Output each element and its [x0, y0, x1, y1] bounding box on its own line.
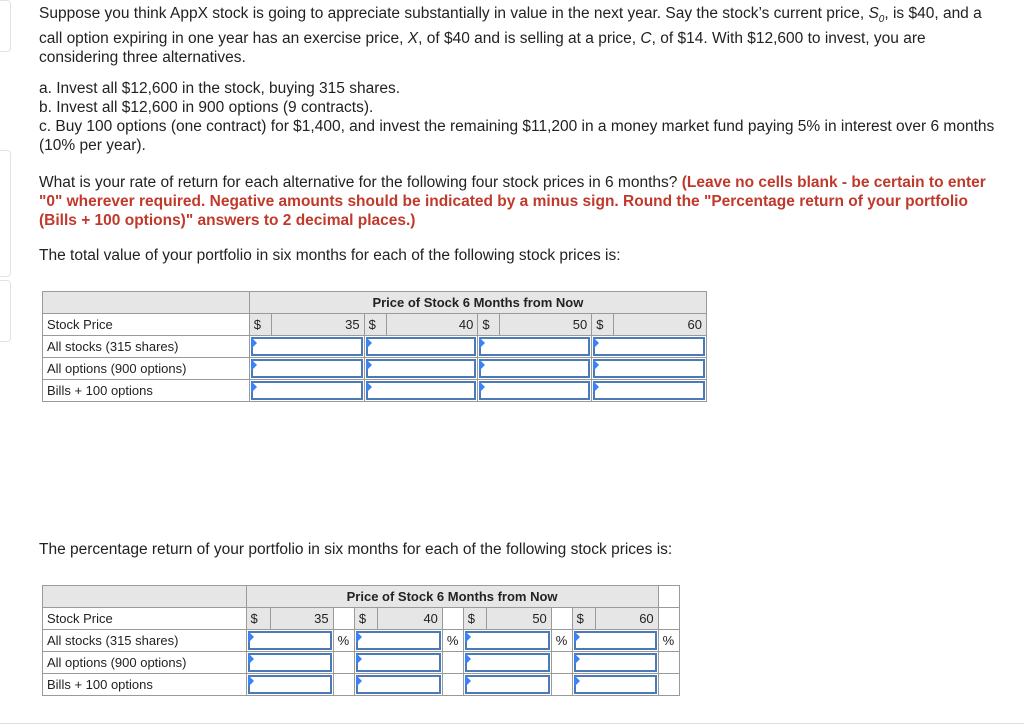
price-40: 40	[378, 608, 443, 630]
currency-symbol: $	[592, 314, 614, 336]
table1-caption: The total value of your portfolio in six months for each of the following stock prices is:	[39, 247, 621, 264]
return-input-all-stocks-50[interactable]	[465, 631, 550, 650]
input-cell	[478, 380, 592, 402]
return-input-all-stocks-60[interactable]	[574, 631, 657, 650]
row-label-all-stocks: All stocks (315 shares)	[43, 630, 247, 652]
pct-blank	[442, 608, 463, 630]
price-50: 50	[500, 314, 592, 336]
currency-symbol: $	[572, 608, 595, 630]
input-cell	[592, 358, 707, 380]
portfolio-value-table	[42, 291, 707, 402]
table-header: Price of Stock 6 Months from Now	[249, 292, 706, 314]
return-input-all-stocks-35[interactable]	[248, 631, 332, 650]
percent-sign: %	[551, 630, 572, 652]
input-cell	[246, 652, 333, 674]
return-input-all-options-50[interactable]	[465, 653, 550, 672]
return-input-all-options-40[interactable]	[356, 653, 441, 672]
pct-blank	[442, 674, 463, 696]
alternative-c: c. Buy 100 options (one contract) for $1,400, and invest the remaining $11,200 in a money market fund paying 5% in interest over 6 months (10% per year).	[39, 118, 995, 154]
value-input-all-stocks-60[interactable]	[593, 337, 705, 356]
return-input-bills-60[interactable]	[574, 675, 657, 694]
value-input-all-options-60[interactable]	[593, 359, 705, 378]
currency-symbol: $	[246, 608, 270, 630]
bottom-divider	[0, 723, 1024, 724]
pct-blank	[333, 608, 354, 630]
input-cell	[572, 652, 658, 674]
return-input-all-options-35[interactable]	[248, 653, 332, 672]
row-label-all-options: All options (900 options)	[43, 652, 247, 674]
return-input-all-stocks-40[interactable]	[356, 631, 441, 650]
header-blank	[43, 292, 250, 314]
value-input-bills-40[interactable]	[366, 381, 477, 400]
input-cell	[354, 630, 442, 652]
table-header: Price of Stock 6 Months from Now	[246, 586, 658, 608]
pct-blank	[658, 674, 679, 696]
currency-symbol: $	[354, 608, 377, 630]
row-label-bills-options: Bills + 100 options	[43, 674, 247, 696]
input-cell	[249, 336, 364, 358]
pct-blank	[333, 652, 354, 674]
input-cell	[463, 630, 551, 652]
value-input-bills-35[interactable]	[251, 381, 363, 400]
return-input-bills-40[interactable]	[356, 675, 441, 694]
input-cell	[592, 336, 707, 358]
value-input-all-options-35[interactable]	[251, 359, 363, 378]
value-input-all-stocks-50[interactable]	[479, 337, 590, 356]
input-cell	[572, 674, 658, 696]
input-cell	[364, 380, 478, 402]
currency-symbol: $	[364, 314, 386, 336]
input-cell	[478, 336, 592, 358]
input-cell	[572, 630, 658, 652]
input-cell	[354, 652, 442, 674]
input-cell	[463, 674, 551, 696]
value-input-all-options-50[interactable]	[479, 359, 590, 378]
input-cell	[246, 674, 333, 696]
value-input-all-options-40[interactable]	[366, 359, 477, 378]
alternative-a: a. Invest all $12,600 in the stock, buying 315 shares.	[39, 80, 401, 97]
left-edge-tab	[0, 280, 11, 342]
row-label-all-options: All options (900 options)	[43, 358, 250, 380]
return-input-all-options-60[interactable]	[574, 653, 657, 672]
input-cell	[364, 336, 478, 358]
input-cell	[364, 358, 478, 380]
value-input-bills-60[interactable]	[593, 381, 705, 400]
header-pct-blank	[658, 586, 679, 608]
input-cell	[249, 380, 364, 402]
percent-sign: %	[658, 630, 679, 652]
price-35: 35	[270, 608, 333, 630]
row-label-all-stocks: All stocks (315 shares)	[43, 336, 250, 358]
pct-blank	[551, 674, 572, 696]
return-input-bills-50[interactable]	[465, 675, 550, 694]
header-blank	[43, 586, 247, 608]
price-60: 60	[614, 314, 707, 336]
input-cell	[354, 674, 442, 696]
value-input-all-stocks-35[interactable]	[251, 337, 363, 356]
price-50: 50	[487, 608, 552, 630]
question: What is your rate of return for each alternative for the following four stock prices in 6 months? (Leave no cells blank - be certain to enter "0" wherever required. Negative amounts should be indicated by a minus sign. Round the "Percentage return of your portfolio (Bills + 100 options)" answers to 2 decimal places.)	[39, 174, 986, 229]
left-edge-tab	[0, 150, 11, 277]
input-cell	[246, 630, 333, 652]
pct-blank	[333, 674, 354, 696]
price-40: 40	[386, 314, 478, 336]
input-cell	[249, 358, 364, 380]
stock-price-label: Stock Price	[43, 608, 247, 630]
return-input-bills-35[interactable]	[248, 675, 332, 694]
value-input-all-stocks-40[interactable]	[366, 337, 477, 356]
row-label-bills-options: Bills + 100 options	[43, 380, 250, 402]
percent-sign: %	[442, 630, 463, 652]
currency-symbol: $	[478, 314, 500, 336]
input-cell	[478, 358, 592, 380]
pct-blank	[551, 608, 572, 630]
alternative-b: b. Invest all $12,600 in 900 options (9 contracts).	[39, 99, 374, 116]
percent-sign: %	[333, 630, 354, 652]
percentage-return-table	[42, 585, 680, 696]
problem-intro: Suppose you think AppX stock is going to appreciate substantially in value in the next year. Say the stock’s current price, $S_0$, is $40, and a call option expiring in one year has an exercise price, X, of $40 and is selling at a price, C, of $14. With $12,600 to invest, you are considering three alternatives.	[39, 5, 982, 67]
currency-symbol: $	[463, 608, 486, 630]
price-35: 35	[271, 314, 364, 336]
currency-symbol: $	[249, 314, 271, 336]
price-60: 60	[595, 608, 658, 630]
pct-blank	[658, 652, 679, 674]
input-cell	[463, 652, 551, 674]
pct-blank	[658, 608, 679, 630]
pct-blank	[442, 652, 463, 674]
stock-price-label: Stock Price	[43, 314, 250, 336]
left-edge-tab	[0, 0, 11, 52]
value-input-bills-50[interactable]	[479, 381, 590, 400]
instruction: (Leave no cells blank - be certain to enter "0" wherever required. Negative amounts should be indicated by a minus sign. Round the "Percentage return of your portfolio (Bills + 100 options)" answers to 2 decimal places.)	[39, 174, 986, 229]
input-cell	[592, 380, 707, 402]
pct-blank	[551, 652, 572, 674]
table2-caption: The percentage return of your portfolio in six months for each of the following stock prices is:	[39, 541, 673, 558]
